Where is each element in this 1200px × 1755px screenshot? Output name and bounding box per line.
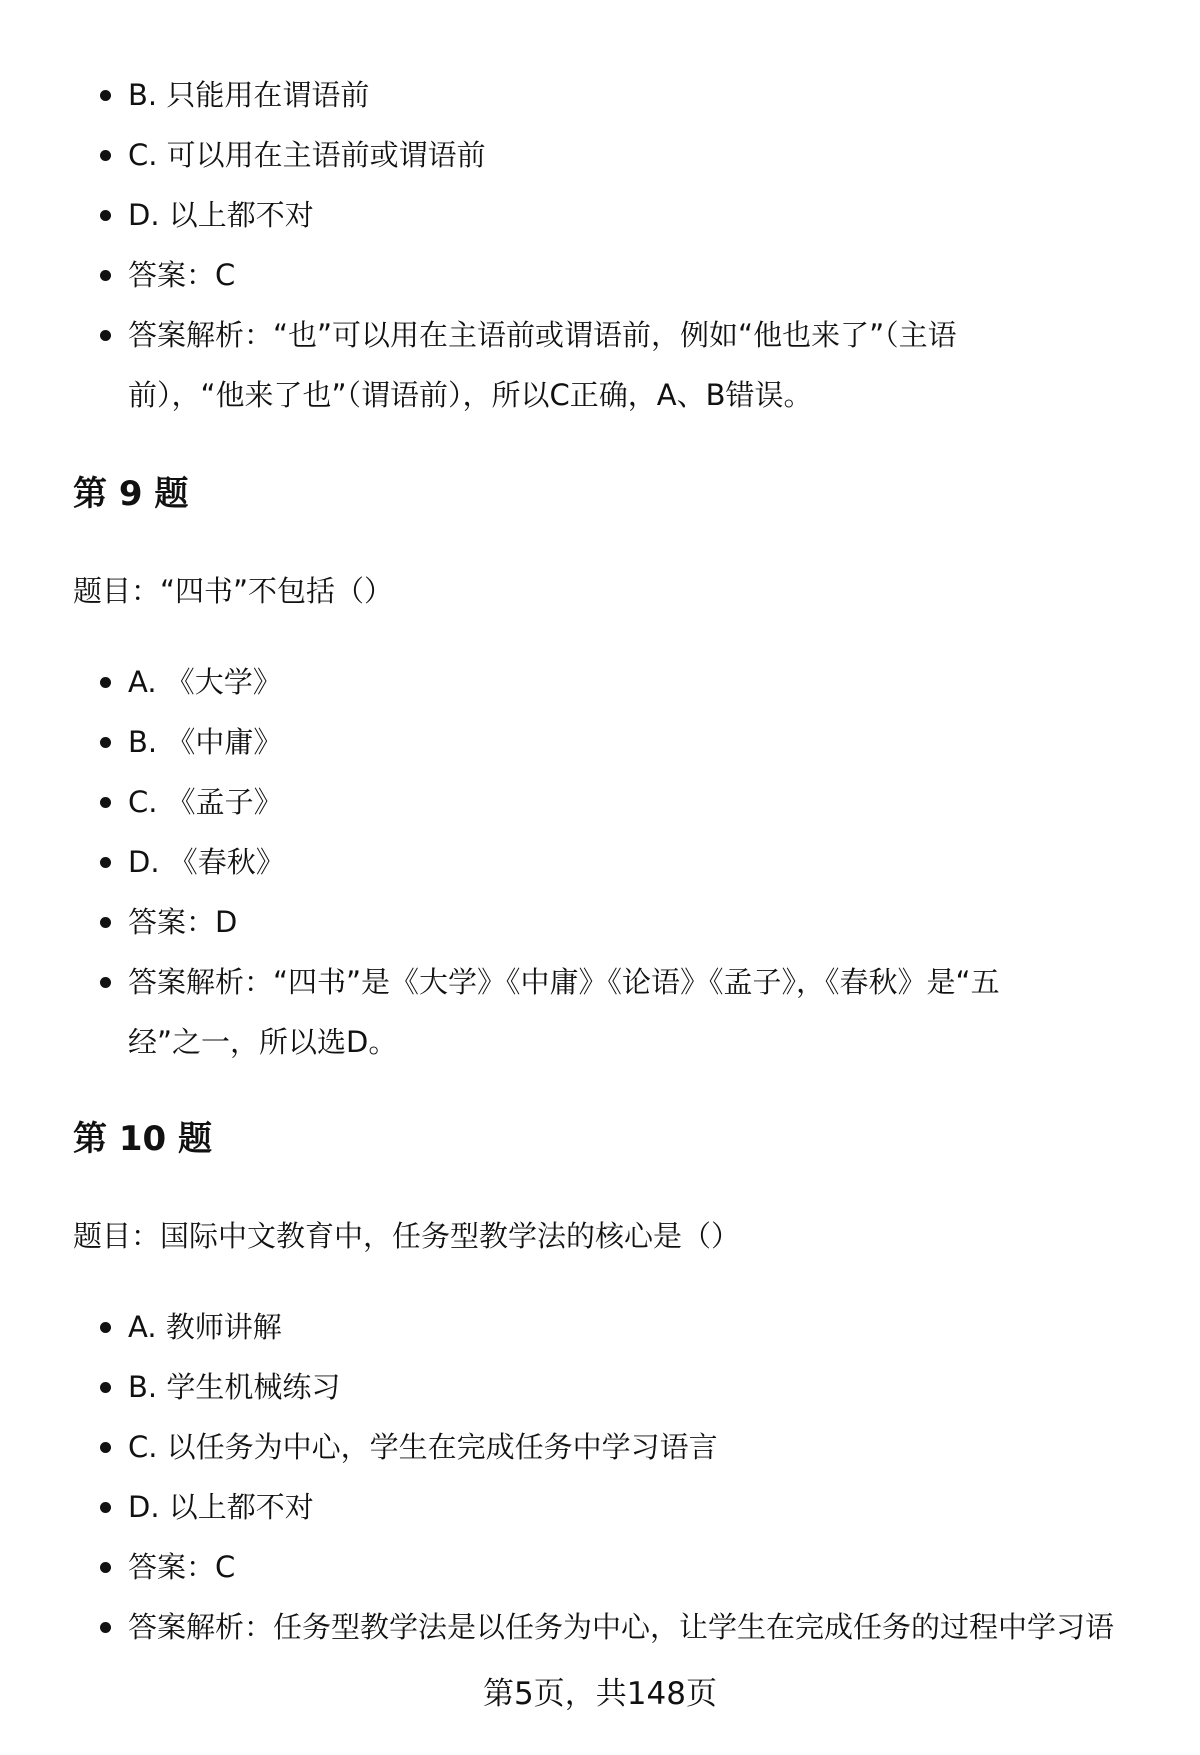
explanation-item <box>73 1597 1153 1657</box>
explanation-line: 答案解析：“也”可以用在主语前或谓语前，例如“他也来了”（主语 <box>128 318 957 352</box>
option-item: D. 《春秋》 <box>73 832 1153 892</box>
q9-option-list <box>73 652 1153 1072</box>
option-item: A. 《大学》 <box>73 652 1153 712</box>
question-9-stem: 题目：“四书”不包括（） <box>73 574 394 608</box>
option-item: D. 以上都不对 <box>73 185 1153 245</box>
answer-item: 答案：D <box>73 892 1153 952</box>
q10-body <box>73 1297 1153 1657</box>
option-item: B. 只能用在谓语前 <box>73 65 1153 125</box>
explanation-item <box>73 305 1153 425</box>
option-item: C. 可以用在主语前或谓语前 <box>73 125 1153 185</box>
page-number-footer: 第5页，共148页 <box>483 1676 717 1712</box>
explanation-item <box>73 952 1153 1072</box>
explanation-line: 前），“他来了也”（谓语前），所以C正确，A、B错误。 <box>128 378 813 412</box>
q8-option-list <box>73 65 1153 425</box>
option-item: B. 学生机械练习 <box>73 1357 1153 1417</box>
option-item: B. 《中庸》 <box>73 712 1153 772</box>
option-item: C. 以任务为中心，学生在完成任务中学习语言 <box>73 1417 1153 1477</box>
option-item: A. 教师讲解 <box>73 1297 1153 1357</box>
q8-continuation <box>73 65 1153 425</box>
question-9-heading: 第 9 题 <box>73 474 189 514</box>
answer-item: 答案：C <box>73 245 1153 305</box>
question-10-heading: 第 10 题 <box>73 1119 212 1159</box>
explanation-line: 答案解析：“四书”是《大学》《中庸》《论语》《孟子》，《春秋》是“五 <box>128 965 1000 999</box>
answer-item: 答案：C <box>73 1537 1153 1597</box>
question-10-stem: 题目：国际中文教育中，任务型教学法的核心是（） <box>73 1219 741 1253</box>
explanation-line: 答案解析：任务型教学法是以任务为中心，让学生在完成任务的过程中学习语 <box>128 1610 1115 1644</box>
explanation-line: 经”之一，所以选D。 <box>128 1025 398 1059</box>
q10-option-list <box>73 1297 1153 1657</box>
option-item: C. 《孟子》 <box>73 772 1153 832</box>
option-item: D. 以上都不对 <box>73 1477 1153 1537</box>
q9-body <box>73 652 1153 1072</box>
